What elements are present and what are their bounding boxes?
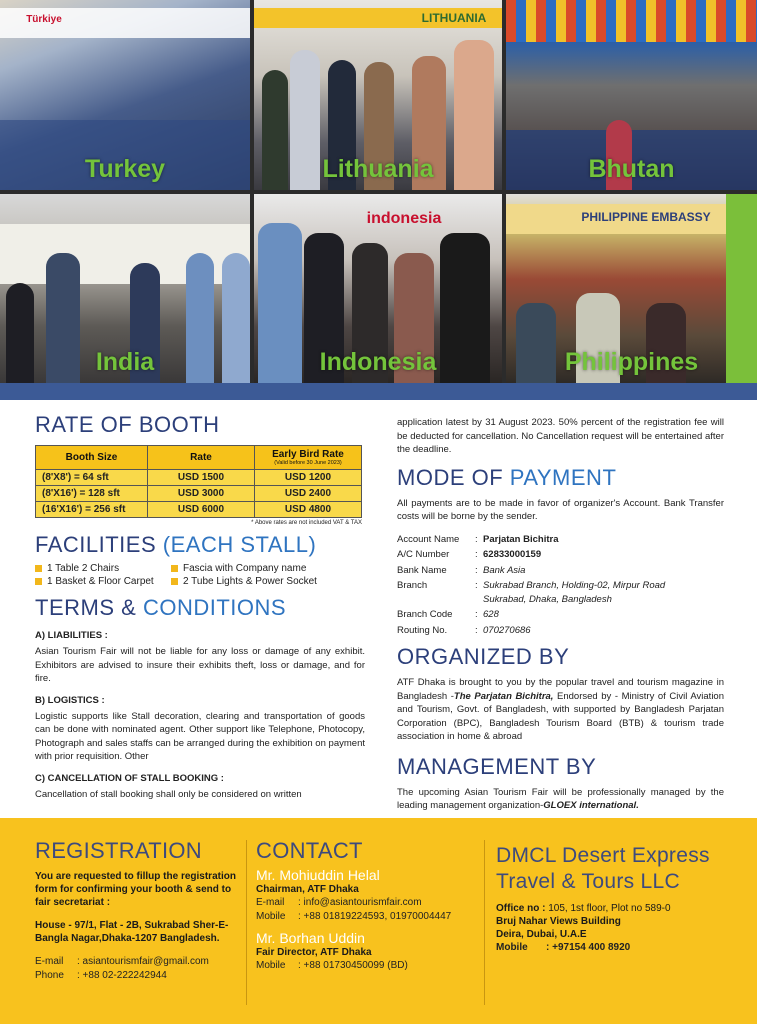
facilities-heading xyxy=(35,532,365,558)
contact-role-2: Fair Director, ATF Dhaka xyxy=(256,947,372,958)
cell-rate: USD 1500 xyxy=(148,470,255,486)
registration-email[interactable]: : asiantourismfair@gmail.com xyxy=(77,956,209,967)
bullet-icon xyxy=(35,565,42,572)
dmcl-mobile: : +97154 400 8920 xyxy=(546,942,631,953)
indonesia-booth-sign: indonesia xyxy=(366,210,442,227)
bank-row: Branch Code : 628 xyxy=(397,607,665,623)
caption-india: India xyxy=(95,348,155,376)
dmcl-line-2: Bruj Nahar Views Building xyxy=(496,916,621,927)
caption-turkey: Turkey xyxy=(84,155,166,183)
organized-heading: ORGANIZED BY xyxy=(397,644,570,669)
bank-name-value: Bank Asia xyxy=(483,564,526,576)
dmcl-office xyxy=(496,902,741,915)
list-item xyxy=(35,563,171,574)
caption-bhutan: Bhutan xyxy=(588,155,675,183)
early-bird-label: Early Bird Rate xyxy=(272,449,344,460)
payment-heading xyxy=(397,465,724,491)
contact-mobile-row xyxy=(256,910,484,924)
bank-row: A/C Number : 62833000159 xyxy=(397,547,665,563)
footer-divider xyxy=(484,840,485,1005)
organized-text-part: ATF Dhaka is brought to you by the popular travel and tourism magazine in Bangladesh - xyxy=(397,677,724,702)
bullet-icon xyxy=(35,578,42,585)
bank-key: Branch Code xyxy=(397,609,453,620)
facility-label: Fascia with Company name xyxy=(183,563,307,574)
bank-key: Account Name xyxy=(397,533,460,545)
cell-early: USD 4800 xyxy=(255,502,362,518)
list-item xyxy=(35,576,171,587)
cell-early: USD 2400 xyxy=(255,486,362,502)
table-row xyxy=(36,470,362,486)
contact-heading: CONTACT xyxy=(256,838,363,863)
email-key: E-mail xyxy=(256,897,285,908)
email-key: E-mail xyxy=(35,956,64,967)
col-booth-size: Booth Size xyxy=(36,446,148,470)
payment-text: All payments are to be made in favor of organizer's Account. Bank Transfer costs will be borne by the sender. xyxy=(397,497,724,522)
management-heading: MANAGEMENT BY xyxy=(397,753,597,779)
contact-person-1: Mr. Mohiuddin Helal xyxy=(256,867,380,883)
facility-label: 2 Tube Lights & Power Socket xyxy=(183,576,317,587)
dmcl-line-3: Deira, Dubai, U.A.E xyxy=(496,929,587,940)
bullet-icon xyxy=(171,578,178,585)
table-row xyxy=(36,486,362,502)
bank-key: A/C Number xyxy=(397,549,450,560)
bank-row: Account Name : Parjatan Bichitra xyxy=(397,532,665,548)
list-item xyxy=(171,576,361,587)
rate-of-booth-heading: RATE OF BOOTH xyxy=(35,412,220,437)
payment-title-b: PAYMENT xyxy=(509,464,617,490)
caption-philippines: Philippines xyxy=(564,348,699,376)
office-key: Office no : xyxy=(496,903,546,914)
registration-phone-row xyxy=(35,969,240,983)
liabilities-heading: A) LIABILITIES : xyxy=(35,630,108,641)
cell-size: (16'X16') = 256 sft xyxy=(36,502,148,518)
table-row xyxy=(36,502,362,518)
facilities-title-accent: (EACH STALL) xyxy=(162,532,317,557)
terms-section xyxy=(35,595,365,801)
management-text xyxy=(397,786,724,813)
dmcl-title-1: DMCL Desert Express xyxy=(496,844,710,867)
terms-title-a: TERMS xyxy=(35,595,115,620)
caption-lithuania: Lithuania xyxy=(322,155,434,183)
footer-divider xyxy=(246,840,247,1005)
organizer-brand: The Parjatan Bichitra, xyxy=(453,690,554,702)
cancellation-text: Cancellation of stall booking shall only be considered on written xyxy=(35,788,302,800)
bullet-icon xyxy=(171,565,178,572)
bank-key: Branch xyxy=(397,580,428,591)
terms-title-amp: & xyxy=(121,595,137,620)
col-early-bird xyxy=(255,446,362,470)
contact-mobile-row-2 xyxy=(256,959,484,973)
photo-lithuania xyxy=(254,0,502,190)
list-item xyxy=(171,563,361,574)
dmcl-block xyxy=(496,844,741,955)
vat-note: * Above rates are not included VAT & TAX xyxy=(251,520,362,526)
logistics-heading: B) LOGISTICS : xyxy=(35,694,105,706)
dmcl-title-2: Travel & Tours LLC xyxy=(496,870,680,893)
bank-row: Branch : Sukrabad Branch, Holding-02, Mirpur Road Sukrabad, Dhaka, Bangladesh xyxy=(397,578,665,607)
philippines-booth-sign: PHILIPPINE EMBASSY xyxy=(581,210,711,224)
account-number-value: 62833000159 xyxy=(483,549,542,560)
lithuania-booth-sign: LITHUANIA xyxy=(421,11,487,25)
caption-indonesia: Indonesia xyxy=(319,348,437,376)
liabilities-text: Asian Tourism Fair will not be liable for any loss or damage of any exhibit. Exhibitors are advised to insure their exhibits theft, loss or damage, and for fire. xyxy=(35,646,365,684)
photo-philippines xyxy=(506,194,757,383)
photo-turkey xyxy=(0,0,250,190)
bank-key: Routing No. xyxy=(397,624,448,636)
photo-india xyxy=(0,194,250,383)
photo-bhutan xyxy=(506,0,757,190)
registration-heading: REGISTRATION xyxy=(35,838,202,863)
branch-line-2: Sukrabad, Dhaka, Bangladesh xyxy=(483,593,612,605)
contact-mobile-1: : +88 01819224593, 01970004447 xyxy=(298,911,452,922)
contact-email-row xyxy=(256,896,484,910)
registration-intro: You are requested to fillup the registration form for confirming your booth & send to fair secretariat : xyxy=(35,871,236,908)
registration-phone: : +88 02-222242944 xyxy=(77,970,167,981)
facility-label: 1 Basket & Floor Carpet xyxy=(47,576,154,587)
cell-rate: USD 3000 xyxy=(148,486,255,502)
branch-value xyxy=(483,578,665,607)
bank-key: Bank Name xyxy=(397,564,447,576)
bank-row: Bank Name : Bank Asia xyxy=(397,563,665,579)
management-text-part: The upcoming Asian Tourism Fair will be professionally managed by the leading management organization- xyxy=(397,786,724,811)
dmcl-mobile-row xyxy=(496,941,741,955)
registration-block xyxy=(35,838,240,983)
mobile-key: Mobile xyxy=(256,960,286,971)
contact-block xyxy=(256,838,484,973)
right-column xyxy=(397,416,724,813)
photo-indonesia xyxy=(254,194,502,383)
phone-key: Phone xyxy=(35,970,64,981)
mobile-key: Mobile xyxy=(496,942,528,953)
cell-early: USD 1200 xyxy=(255,470,362,486)
bank-row: Routing No. : 070270686 xyxy=(397,623,665,639)
early-bird-note: (Valid before 30 June 2023) xyxy=(274,460,342,466)
registration-address: House - 97/1, Flat - 2B, Sukrabad Sher-E-Bangla Nagar,Dhaka-1207 Bangladesh. xyxy=(35,920,229,944)
footer xyxy=(0,818,757,1024)
facilities-title: FACILITIES xyxy=(35,532,157,557)
account-name-value: Parjatan Bichitra xyxy=(483,533,559,545)
col-rate: Rate xyxy=(148,446,255,470)
office-value: 105, 1st floor, Plot no 589-0 xyxy=(545,903,671,914)
registration-email-row xyxy=(35,955,240,969)
management-org: GLOEX international. xyxy=(543,800,639,811)
organized-text xyxy=(397,676,724,744)
left-column xyxy=(35,412,365,801)
cancellation-continued: application latest by 31 August 2023. 50% percent of the registration fee will be deducted for cancellation. No Cancellation request will be entertained after the deadline. xyxy=(397,417,724,455)
contact-role-1: Chairman, ATF Dhaka xyxy=(256,884,359,895)
logistics-text: Logistic supports like Stall decoration, clearing and transportation of goods can be done with nominated agent. Other support like Telephone, Photocopy, Photograph and sales staffs can be arranged during the exhibition on payment with prior requisition. Other xyxy=(35,710,365,762)
contact-email[interactable]: : info@asiantourismfair.com xyxy=(298,897,422,908)
cancellation-heading: C) CANCELLATION OF STALL BOOKING : xyxy=(35,772,224,784)
cell-size: (8'X8') = 64 sft xyxy=(36,470,148,486)
divider-band xyxy=(0,383,757,400)
cell-rate: USD 6000 xyxy=(148,502,255,518)
terms-heading xyxy=(35,595,365,621)
branch-line-1: Sukrabad Branch, Holding-02, Mirpur Road xyxy=(483,580,666,591)
photo-grid xyxy=(0,0,757,383)
cell-size: (8'X16') = 128 sft xyxy=(36,486,148,502)
terms-title-b: CONDITIONS xyxy=(142,595,287,620)
facilities-section xyxy=(35,532,365,587)
payment-title-a: MODE OF xyxy=(397,464,504,490)
routing-value: 070270686 xyxy=(483,624,531,636)
facilities-list xyxy=(35,563,365,587)
mobile-key: Mobile xyxy=(256,911,286,922)
bank-details xyxy=(397,532,665,639)
turkey-booth-sign: Türkiye xyxy=(26,14,62,25)
organized-text-part: Endorsed by - Ministry of Civil Aviation and Tourism, Govt. of Bangladesh, with supported by Bangladesh Parjatan Corporation (BPC), Bangladesh Tourism Board (BTB) & tourism trade association in home & abroad xyxy=(397,690,724,742)
contact-person-2: Mr. Borhan Uddin xyxy=(256,930,365,946)
branch-code-value: 628 xyxy=(483,609,499,620)
booth-rate-table xyxy=(35,445,362,518)
contact-mobile-2: : +88 01730450099 (BD) xyxy=(298,960,408,971)
facility-label: 1 Table 2 Chairs xyxy=(47,563,120,574)
